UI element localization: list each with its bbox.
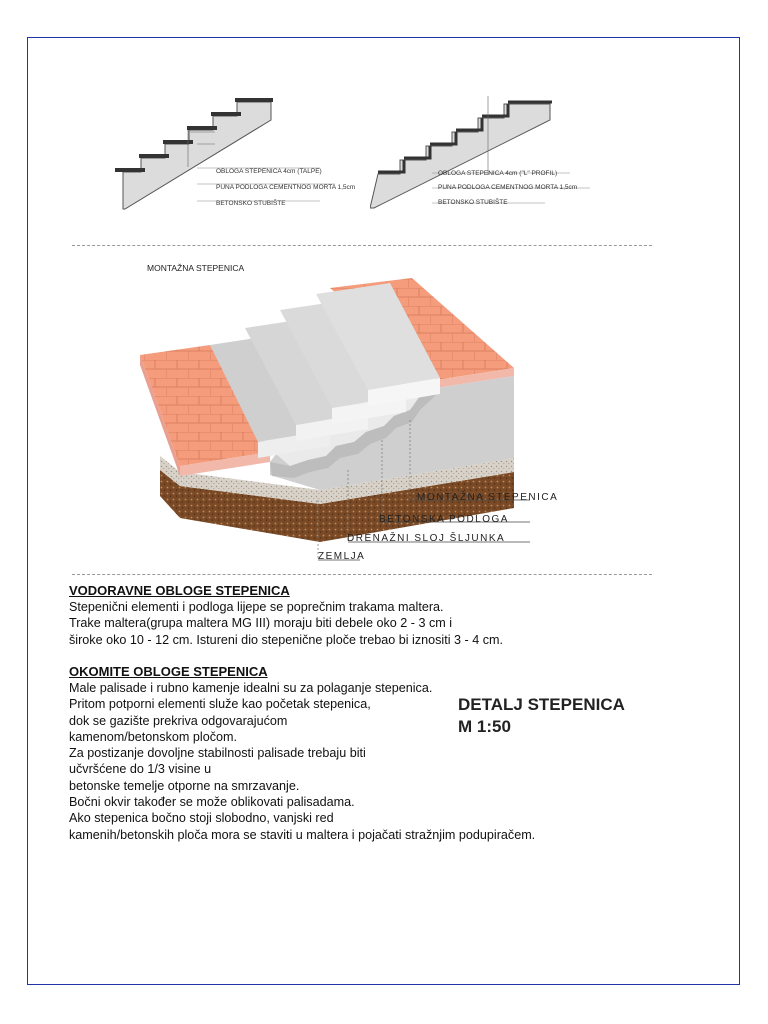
paragraph-line: Trake maltera(grupa maltera MG III) moraju biti debele oko 2 - 3 cm i (69, 616, 453, 631)
paragraph-line: dok se gazište prekriva odgovarajućom (69, 713, 288, 728)
top-right-label-3: BETONSKO STUBIŠTE (438, 199, 508, 206)
paragraph-line: Za postizanje dovoljne stabilnosti palisade trebaju biti (69, 746, 366, 761)
callout-drenazni-sloj: DRENAŽNI SLOJ ŠLJUNKA (347, 533, 506, 544)
separator-top (72, 245, 652, 246)
top-right-label-2: PUNA PODLOGA CEMENTNOG MORTA 1,5cm (438, 184, 578, 191)
callout-zemlja: ZEMLJA (318, 551, 366, 562)
paragraph-line: betonske temelje otporne na smrzavanje. (69, 778, 300, 793)
detail-title-line1: DETALJ STEPENICA (458, 695, 625, 714)
detail-title (458, 694, 625, 738)
paragraph-line: kamenih/betonskih ploča mora se staviti u maltera i pojačati stražnjim podupiračem. (69, 827, 536, 842)
paragraph-line: učvršćene do 1/3 visine u (69, 762, 212, 777)
top-left-label-3: BETONSKO STUBIŠTE (216, 200, 286, 207)
paragraph-line: Ako stepenica bočno stoji slobodno, vanjski red (69, 811, 334, 826)
detail-scale: M 1:50 (458, 717, 511, 736)
separator-bottom (72, 574, 652, 575)
callout-betonska-podloga: BETONSKA PODLOGA (379, 514, 509, 525)
top-left-label-2: PUNA PODLOGA CEMENTNOG MORTA 1,5cm (216, 184, 356, 191)
section-heading-vodoravne: VODORAVNE OBLOGE STEPENICA (69, 583, 290, 598)
paragraph-line: Male palisade i rubno kamenje idealni su za polaganje stepenica. (69, 681, 433, 695)
main-diagram-title: MONTAŽNA STEPENICA (147, 263, 245, 273)
paragraph-line: Pritom potporni elementi služe kao početak stepenica, (69, 697, 371, 712)
paragraph-line: kamenom/betonskom pločom. (69, 729, 237, 744)
stair-section-l-profile-drawing (370, 90, 600, 215)
section-body-vodoravne (69, 599, 503, 648)
paragraph-line: široke oko 10 - 12 cm. Istureni dio stepenične ploče trebao bi iznositi 3 - 4 cm. (69, 632, 503, 647)
montazna-stepenica-drawing (100, 270, 530, 570)
paragraph-line: Stepenični elementi i podloga lijepe se poprečnim trakama maltera. (69, 600, 444, 614)
callout-montazna-stepenica: MONTAŽNA STEPENICA (417, 492, 559, 503)
paragraph-line: Bočni okvir također se može oblikovati palisadama. (69, 795, 355, 810)
top-right-label-1: OBLOGA STEPENICA 4cm ("L" PROFIL) (438, 170, 558, 177)
stair-section-talpe-drawing (95, 92, 355, 217)
section-heading-okomite: OKOMITE OBLOGE STEPENICA (69, 664, 268, 679)
top-left-label-1: OBLOGA STEPENICA 4cm (TALPE) (216, 168, 322, 175)
